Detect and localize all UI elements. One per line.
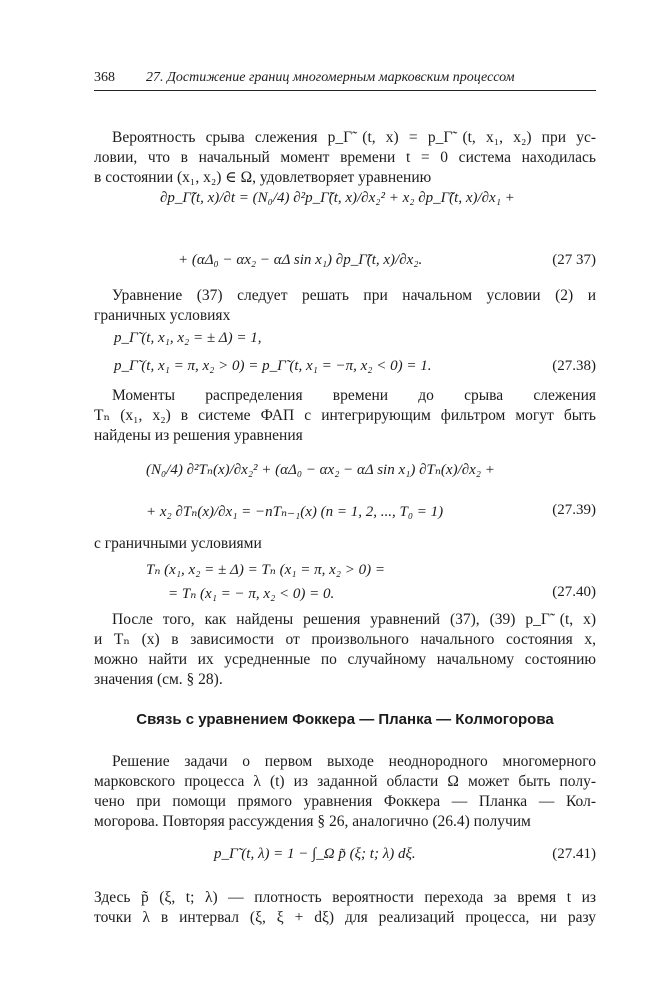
equation-27-40-line2: = Tₙ (x₁ = − π, x₂ < 0) = 0.	[168, 586, 335, 602]
running-header	[94, 68, 596, 91]
para2-line1: Уравнение (37) следует решать при начальном условии (2) и	[112, 287, 596, 304]
equation-number-27-41: (27.41)	[552, 846, 596, 862]
equation-number-27-39: (27.39)	[552, 502, 596, 518]
para3-line1: Моменты распределения времени до срыва слежения	[112, 387, 596, 404]
equation-27-40-line1: Tₙ (x₁, x₂ = ± Δ) = Tₙ (x₁ = π, x₂ > 0) =	[146, 562, 385, 578]
equation-27-39-line1: (N₀/4) ∂²Tₙ(x)/∂x₂² + (αΔ₀ − αx₂ − αΔ sin x₁) ∂Tₙ(x)/∂x₂ +	[146, 462, 495, 478]
page-number: 368	[94, 70, 115, 85]
section-heading: Связь с уравнением Фоккера — Планка — Колмогорова	[136, 711, 554, 728]
equation-27-41: p_Γ̃ (t, λ) = 1 − ∫_Ω p̃ (ξ; t; λ) dξ.	[214, 846, 416, 862]
equation-number-27-37: (27 37)	[552, 252, 596, 268]
para1-line2: ловии, что в начальный момент времени t = 0 система находилась	[94, 149, 596, 166]
equation-27-38-line1: p_Γ̃ (t, x₁, x₂ = ± Δ) = 1,	[114, 330, 262, 346]
para1-line1: Вероятность срыва слежения p_Γ̃ (t, x) = p_Γ̃ (t, x₁, x₂) при ус-	[112, 129, 596, 146]
para5-line1: После того, как найдены решения уравнений (37), (39) p_Γ̃ (t, x)	[112, 611, 596, 628]
para6-line1: Решение задачи о первом выходе неоднородного многомерного	[112, 753, 596, 770]
running-title: 27. Достижение границ многомерным марковским процессом	[146, 70, 515, 85]
equation-number-27-40: (27.40)	[552, 584, 596, 600]
equation-number-27-38: (27.38)	[552, 358, 596, 374]
para4-line1: с граничными условиями	[94, 535, 262, 552]
para7-line2: точки λ в интервал (ξ, ξ + dξ) для реализаций процесса, ни разу	[94, 909, 596, 926]
equation-27-38-line2: p_Γ̃ (t, x₁ = π, x₂ > 0) = p_Γ̃ (t, x₁ = −π, x₂ < 0) = 1.	[114, 358, 432, 374]
equation-27-37-line1: ∂p_Γ̃(t, x)/∂t = (N₀/4) ∂²p_Γ̃(t, x)/∂x₂² + x₂ ∂p_Γ̃(t, x)/∂x₁ +	[160, 190, 515, 206]
para3-line2: Tₙ (x₁, x₂) в системе ФАП с интегрирующим фильтром могут быть	[94, 407, 596, 424]
para5-line3: можно найти их усредненные по случайному начальному состоянию	[94, 651, 596, 668]
para2-line2: граничных условиях	[94, 307, 231, 324]
para5-line2: и Tₙ (x) в зависимости от произвольного начального состояния x,	[94, 631, 596, 648]
para3-line3: найдены из решения уравнения	[94, 427, 303, 444]
para5-line4: значения (см. § 28).	[94, 671, 223, 688]
para6-line2: марковского процесса λ (t) из заданной области Ω может быть полу-	[94, 773, 596, 790]
equation-27-37-line2: + (αΔ₀ − αx₂ − αΔ sin x₁) ∂p_Γ̃(t, x)/∂x₂.	[178, 252, 423, 268]
para6-line3: чено при помощи прямого уравнения Фоккера — Планка — Кол-	[94, 793, 596, 810]
para6-line4: могорова. Повторяя рассуждения § 26, аналогично (26.4) получим	[94, 813, 531, 830]
para1-line3: в состоянии (x₁, x₂) ∈ Ω, удовлетворяет уравнению	[94, 169, 432, 186]
equation-27-39-line2: + x₂ ∂Tₙ(x)/∂x₁ = −nTₙ₋₁(x) (n = 1, 2, ..., T₀ = 1)	[146, 504, 444, 520]
para7-line1: Здесь p̃ (ξ, t; λ) — плотность вероятности перехода за время t из	[94, 889, 596, 906]
